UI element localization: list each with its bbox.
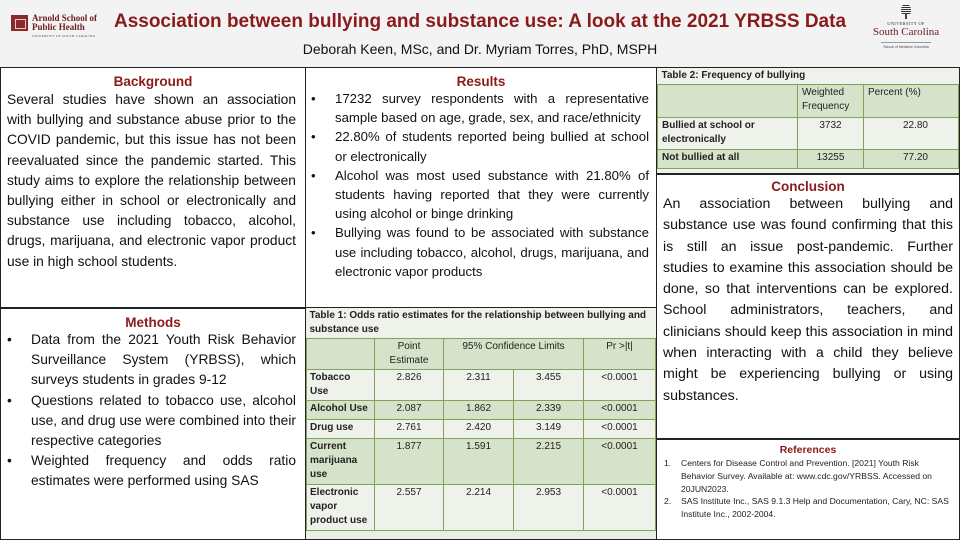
- results-bullet: • Bullying was found to be associated with substance use including tobacco, alcohol, drugs, marijuana, and electronic vapor products: [311, 223, 649, 281]
- methods-bullet: • Weighted frequency and odds ratio estimates were performed using SAS: [7, 451, 296, 491]
- poster-authors: Deborah Keen, MSc, and Dr. Myriam Torres, PhD, MSPH: [302, 41, 658, 57]
- results-bullet: • 17232 survey respondents with a representative sample based on age, grade, sex, and race/ethnicity: [311, 89, 649, 127]
- methods-bullet: • Data from the 2021 Youth Risk Behavior Surveillance System (YRBSS), which surveys students in grades 9-12: [7, 330, 296, 391]
- background-text: Several studies have shown an association with bullying and substance abuse prior to the COVID pandemic, but this issue has not been reevaluated since the pandemic started. This study aims to explore the relationship between bullying either in school or electronically and substance use including tobacco, alcohol, drugs, marijuana, and electronic vapor product use in high school students.: [7, 92, 296, 269]
- table2-caption: Table 2: Frequency of bullying: [658, 68, 959, 85]
- point-estimate: 1.877: [375, 439, 444, 485]
- table2-header-blank: [658, 85, 798, 118]
- row-label: Bullied at school or electronically: [658, 118, 798, 150]
- results-heading: Results: [456, 74, 506, 89]
- point-estimate: 2.087: [375, 401, 444, 420]
- ci-lower: 1.862: [444, 401, 514, 420]
- results-list: [306, 89, 656, 281]
- logo-right-line2: South Carolina: [872, 26, 940, 38]
- methods-bullet: • Questions related to tobacco use, alcohol use, and drug use were combined into their respective categories: [7, 391, 296, 452]
- odds-ratio-table: [306, 308, 656, 531]
- references-section: [656, 439, 960, 540]
- percent: 77.20: [864, 150, 959, 169]
- ci-lower: 2.420: [444, 420, 514, 439]
- row-label: Drug use: [307, 420, 375, 439]
- ci-upper: 2.215: [514, 439, 584, 485]
- references-heading: References: [779, 444, 837, 456]
- table2-header-percent: Percent (%): [864, 85, 959, 118]
- references-list: [657, 456, 959, 521]
- table1-header-point: Point Estimate: [375, 339, 444, 370]
- weighted-frequency: 3732: [798, 118, 864, 150]
- conclusion-heading: Conclusion: [771, 179, 845, 194]
- ci-lower: 1.591: [444, 439, 514, 485]
- row-label: Current marijuana use: [307, 439, 375, 485]
- background-heading: Background: [113, 74, 193, 89]
- conclusion-section: [656, 174, 960, 439]
- logo-right-line3: School of Medicine Columbia: [881, 42, 931, 49]
- results-section: [305, 67, 657, 308]
- results-bullet: • Alcohol was most used substance with 21.80% of students having reported that they were currently using alcohol or binge drinking: [311, 166, 649, 224]
- ci-lower: 2.311: [444, 370, 514, 401]
- methods-list: [1, 330, 305, 492]
- reference-number: 2.: [664, 496, 672, 507]
- reference-number: 1.: [664, 458, 672, 468]
- logo-left-line2: Public Health: [32, 22, 85, 32]
- ci-upper: 2.339: [514, 401, 584, 420]
- table1-header-blank: [307, 339, 375, 370]
- methods-section: [0, 308, 306, 540]
- p-value: <0.0001: [584, 401, 656, 420]
- table1-header-p: Pr >|t|: [584, 339, 656, 370]
- table1-header-ci: 95% Confidence Limits: [444, 339, 584, 370]
- p-value: <0.0001: [584, 439, 656, 485]
- row-label: Not bullied at all: [658, 150, 798, 169]
- odds-ratio-table-panel: [305, 307, 657, 540]
- background-section: [0, 67, 306, 308]
- point-estimate: 2.557: [375, 485, 444, 531]
- ci-upper: 2.953: [514, 485, 584, 531]
- methods-heading: Methods: [125, 315, 181, 330]
- poster-header: [0, 0, 960, 66]
- logo-left-line1: Arnold School of: [32, 13, 98, 23]
- row-label: Tobacco Use: [307, 370, 375, 401]
- p-value: <0.0001: [584, 485, 656, 531]
- table-row: [307, 370, 656, 401]
- row-label: Electronic vapor product use: [307, 485, 375, 531]
- weighted-frequency: 13255: [798, 150, 864, 169]
- logo-left-line3: UNIVERSITY OF SOUTH CAROLINA: [32, 34, 96, 38]
- usc-logo: [866, 4, 946, 58]
- reference-item: [664, 457, 951, 495]
- reference-text: SAS Institute Inc., SAS 9.1.3 Help and Documentation, Cary, NC: SAS Institute Inc., 2002-2004.: [681, 496, 949, 520]
- results-bullet: • 22.80% of students reported being bullied at school or electronically: [311, 127, 649, 165]
- p-value: <0.0001: [584, 420, 656, 439]
- reference-item: [664, 495, 951, 521]
- ci-lower: 2.214: [444, 485, 514, 531]
- palmetto-tree-icon: [899, 4, 913, 20]
- table-row: [307, 439, 656, 485]
- table-row: [658, 118, 959, 150]
- ci-upper: 3.149: [514, 420, 584, 439]
- point-estimate: 2.826: [375, 370, 444, 401]
- table-row: [307, 401, 656, 420]
- table-row: [658, 150, 959, 169]
- table-row: [307, 420, 656, 439]
- conclusion-text: An association between bullying and substance use was found confirming that this is still an issue post-pandemic. Further studies to examine this association should be done, so that interventions can be explored. School administrators, teachers, and clinicians should keep this association in mind when interacting with a child they believe might be experiencing bullying or using substances.: [663, 196, 953, 404]
- table-row: [307, 485, 656, 531]
- ci-upper: 3.455: [514, 370, 584, 401]
- row-label: Alcohol Use: [307, 401, 375, 420]
- p-value: <0.0001: [584, 370, 656, 401]
- table1-caption: Table 1: Odds ratio estimates for the relationship between bullying and substance use: [307, 308, 656, 339]
- table2-header-frequency: Weighted Frequency: [798, 85, 864, 118]
- reference-text: Centers for Disease Control and Prevention. [2021] Youth Risk Behavior Survey. Available at: www.cdc.gov/YRBSS. Accessed on 20JUN2023.: [681, 458, 932, 494]
- percent: 22.80: [864, 118, 959, 150]
- bullying-frequency-table-panel: [656, 67, 960, 174]
- bullying-frequency-table: [657, 68, 959, 169]
- point-estimate: 2.761: [375, 420, 444, 439]
- logo-right-line1: UNIVERSITY OF: [887, 21, 925, 26]
- poster-title: Association between bullying and substance use: A look at the 2021 YRBSS Data: [113, 11, 847, 32]
